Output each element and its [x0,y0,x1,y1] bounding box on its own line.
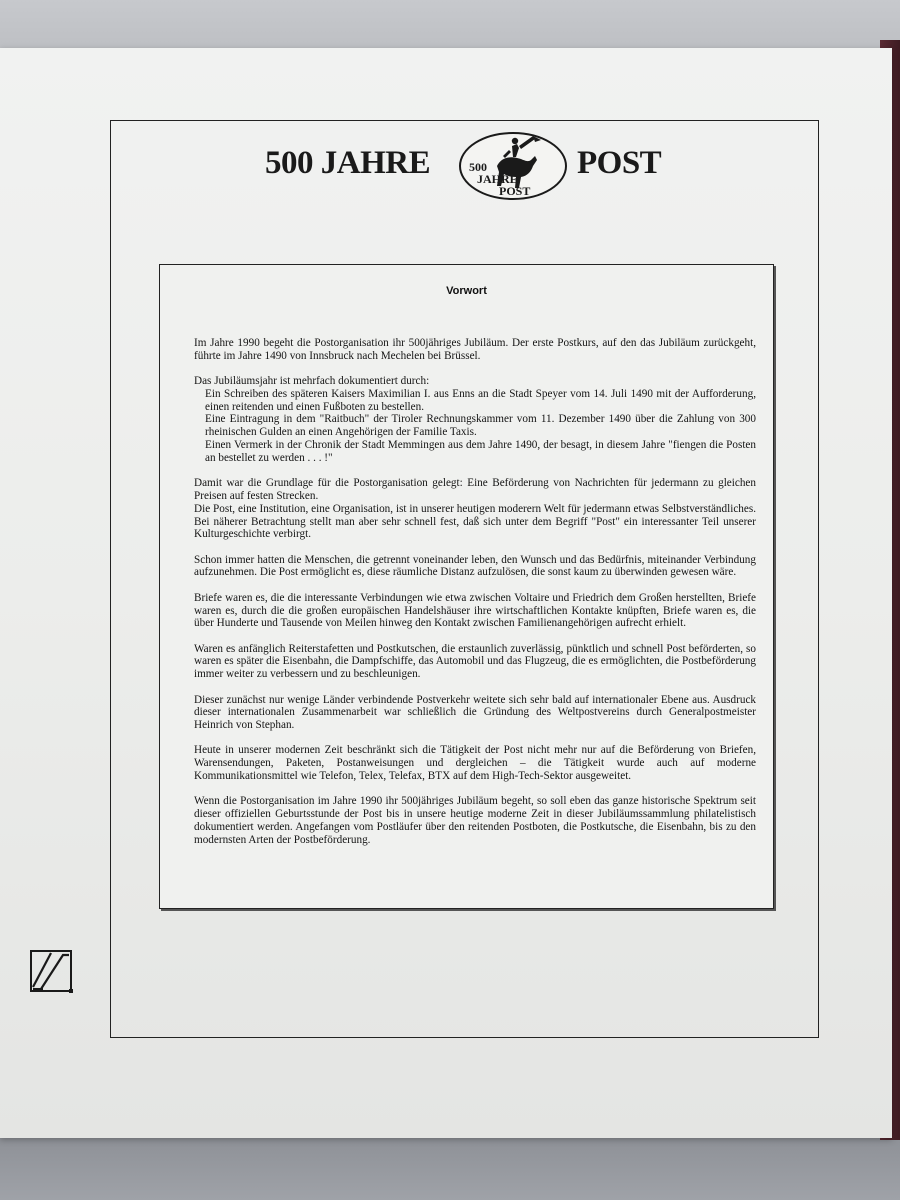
paragraph: Waren es anfänglich Reiterstafetten und Postkutschen, die erstaunlich zuverlässig, pünktlich und schnell Post beförderten, so waren es später die Eisenbahn, die Dampfschiffe, das Automobil und das Flugzeug, die es ermöglichten, die Postbeförderung immer weiter zu verbessern und zu beschleunigen. [194,642,756,681]
paragraph-list [194,375,756,465]
foreword-box [159,264,774,909]
emblem-text-500: 500 [469,160,487,174]
paragraph: Wenn die Postorganisation im Jahre 1990 ihr 500jähriges Jubiläum begeht, so soll eben das ganze historische Spektrum seit dieser offiziellen Geburtsstunde der Post bis in unsere heutige moderne Zeit in dieser Jubiläumssammlung philatelistisch dokumentiert werden. Angefangen vom Postläufer über den reitenden Postboten, die Postkutsche, die Eisenbahn, bis zu den modernsten Arten der Postbeförderung. [194,795,756,846]
background-bottom [0,1130,900,1200]
paragraph: Im Jahre 1990 begeht die Postorganisation ihr 500jähriges Jubiläum. Der erste Postkurs, auf den das Jubiläum zurückgeht, führte im Jahre 1490 von Innsbruck nach Mechelen bei Brüssel. [194,337,756,362]
emblem-text-jahre: JAHRE [477,172,518,186]
header-left-text: 500 JAHRE [265,145,431,181]
list-item: Eine Eintragung in dem "Raitbuch" der Tiroler Rechnungskammer vom 11. Dezember 1490 über die Zahlung von 300 rheinischen Gulden an einen Angehörigen der Familie Taxis. [205,413,756,439]
emblem-text-post: POST [499,184,531,198]
paragraph: Heute in unserer modernen Zeit beschränkt sich die Tätigkeit der Post nicht mehr nur auf die Beförderung von Briefen, Warensendungen, Paketen, Postanweisungen und dergleichen – die Tätigkeit wurde auch auf moderne Kommunikationsmittel wie Telefon, Telex, Telefax, BTX auf dem High-Tech-Sektor ausgeweitet. [194,744,756,783]
page-header [265,128,675,203]
post-horse-emblem-icon [457,130,569,202]
paragraph: Dieser zunächst nur wenige Länder verbindende Postverkehr weitete sich sehr bald auf internationaler Ebene aus. Ausdruck dieser internationalen Zusammenarbeit war schließlich die Gründung des Weltpostvereins durch Generalpostmeister Heinrich von Stephan. [194,693,756,732]
document-title: Vorwort [446,285,487,297]
paragraph: Briefe waren es, die die interessante Verbindungen wie etwa zwischen Voltaire und Friedrich dem Großen herstellten, Briefe waren es, durch die die großen europäischen Handelshäuser ihre wirtschaftlichen Kontakte knüpften, Briefe waren es, die über Hunderte und Tausende von Meilen hinweg den Kontakt zwischen Familienangehörigen aufrecht erhielt. [194,591,756,630]
paragraph-line: Die Post, eine Institution, eine Organisation, ist in unserer heutigen moderern Welt für jedermann etwas Selbstverständliches. Bei näherer Betrachtung stellt man aber sehr schnell fest, daß sich unter dem Begriff "Post" ein interessanter Teil unserer Kulturgeschichte verbirgt. [194,502,756,541]
header-right-text: POST [577,145,662,181]
list-item: Einen Vermerk in der Chronik der Stadt Memmingen aus dem Jahre 1490, der besagt, in diesem Jahre "fiengen die Posten an bestellet zu werden . . . !" [205,439,756,464]
paragraph: Schon immer hatten die Menschen, die getrennt voneinander leben, den Wunsch und das Bedürfnis, miteinander Verbindung aufzunehmen. Die Post ermöglicht es, diese räumliche Distanz aufzulösen, die sonst kaum zu überwinden gewesen wäre. [194,553,756,579]
paragraph-line: Damit war die Grundlage für die Postorganisation gelegt: Eine Beförderung von Nachrichten für jedermann zu gleichen Preisen auf festen Strecken. [194,477,756,502]
list-item: Ein Schreiben des späteren Kaisers Maximilian I. aus Enns an die Stadt Speyer vom 14. Juli 1490 mit der Aufforderung, einen reitenden und einen Fußboten zu bestellen. [205,387,756,413]
list-intro: Das Jubiläumsjahr ist mehrfach dokumentiert durch: [194,375,430,388]
paragraph [194,477,756,541]
publisher-logo-icon [29,949,75,995]
document-body [194,337,756,859]
